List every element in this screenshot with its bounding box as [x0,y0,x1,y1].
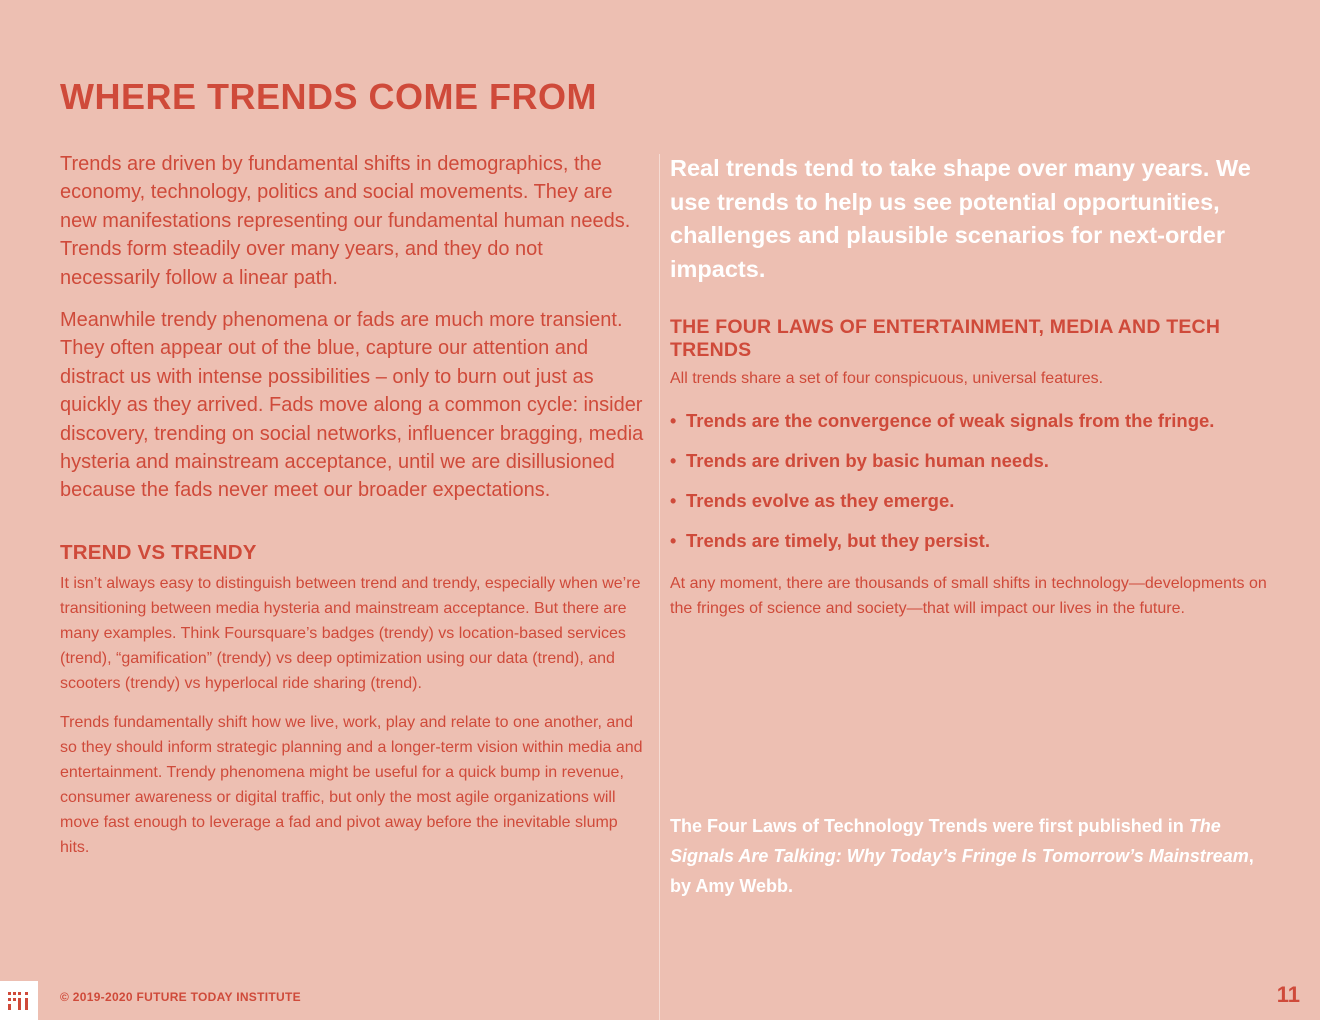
law-text: Trends are the convergence of weak signals from the fringe. [686,410,1215,431]
fti-logo-icon [0,981,38,1020]
list-item [670,521,1270,561]
fti-logo-icon-svg [7,989,31,1013]
lead-paragraph: Trends are driven by fundamental shifts in demographics, the economy, technology, politics and social movements. They are new manifestations representing our fundamental human needs. Trends form steadily over many years, and they do not necessarily follow a linear path. [60,153,631,289]
lead-paragraph: Meanwhile trendy phenomena or fads are much more transient. They often appear out of the blue, capture our attention and distract us with intense possibilities – only to burn out just as quickly as they arrived. Fads move along a common cycle: insider discovery, trending on social networks, influencer bragging, media hysteria and mainstream acceptance, until we are disillusioned because the fads never meet our broader expectations. [60,309,644,502]
trend-vs-trendy-heading: TREND VS TRENDY [60,540,257,564]
body-paragraph: It isn’t always easy to distinguish between trend and trendy, especially when we’re transitioning between media hysteria and mainstream acceptance. But there are many examples. Think Foursquare’s badges (trendy) vs location-based services (trend), “gamification” (trendy) vs deep optimization using our data (trend), and scooters (trendy) vs hyperlocal ride sharing (trend). [60,574,641,692]
page-title: WHERE TRENDS COME FROM [60,76,597,117]
attribution-note [670,811,1270,901]
four-laws-intro: All trends share a set of four conspicuous, universal features. [670,370,1104,387]
attribution-prefix: The Four Laws of Technology Trends were first published in [670,816,1184,836]
copyright: © 2019-2020 FUTURE TODAY INSTITUTE [60,990,301,1004]
list-item [670,401,1270,441]
bullet-icon: • [670,531,677,551]
list-item [670,441,1270,481]
four-laws-heading: THE FOUR LAWS OF ENTERTAINMENT, MEDIA AND TECH TRENDS [670,316,1221,361]
callout-quote: Real trends tend to take shape over many years. We use trends to help us see potential opportunities, challenges and plausible scenarios for next-order impacts. [670,155,1251,282]
bullet-icon: • [670,411,677,431]
column-divider [659,154,660,1020]
right-column [670,152,1270,621]
attribution-suffix: , by Amy Webb. [670,846,1254,896]
law-text: Trends evolve as they emerge. [686,490,955,511]
list-item [670,481,1270,521]
bullet-icon: • [670,491,677,511]
page-number: 11 [1276,982,1300,1007]
left-column [60,150,646,874]
law-text: Trends are driven by basic human needs. [686,450,1049,471]
book-title: The Signals Are Talking: Why Today’s Fringe Is Tomorrow’s Mainstream [670,816,1249,866]
body-paragraph: At any moment, there are thousands of small shifts in technology—developments on the fringes of science and society—that will impact our lives in the future. [670,575,1267,617]
law-text: Trends are timely, but they persist. [686,530,990,551]
four-laws-list [670,401,1270,561]
body-paragraph: Trends fundamentally shift how we live, work, play and relate to one another, and so they should inform strategic planning and a longer-term vision within media and entertainment. Trendy phenomena might be useful for a quick bump in revenue, consumer awareness or digital traffic, but only the most agile organizations will move fast enough to leverage a fad and pivot away before the inevitable slump hits. [60,713,643,856]
bullet-icon: • [670,451,677,471]
